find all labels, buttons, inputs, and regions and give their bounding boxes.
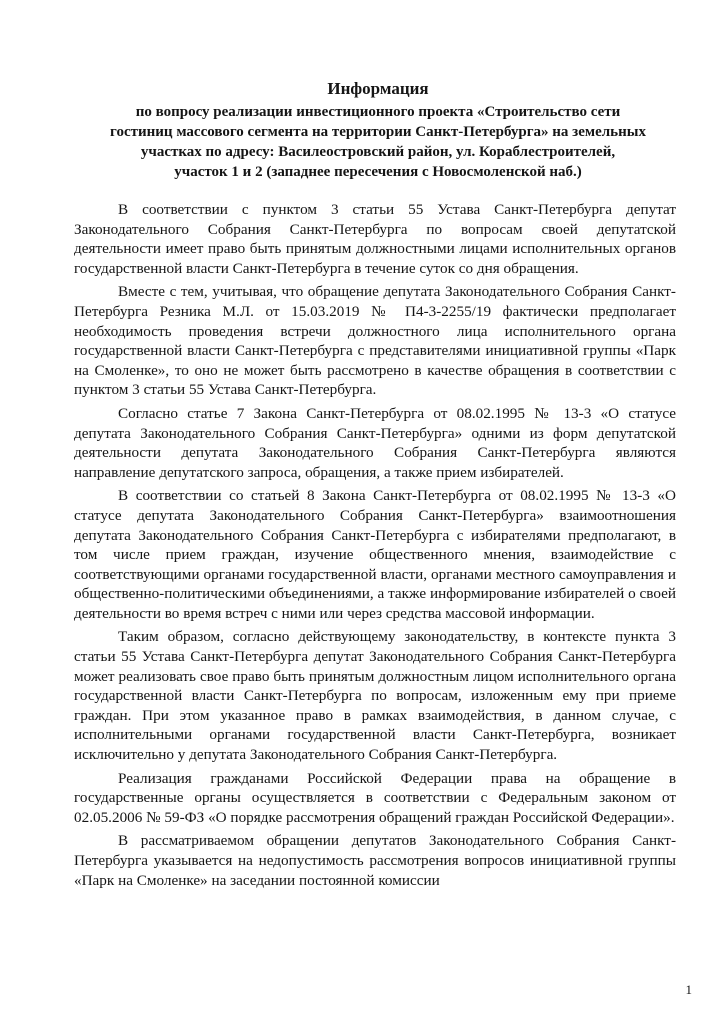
page-number: 1 xyxy=(685,982,692,997)
subtitle-line: участок 1 и 2 (западнее пересечения с Новосмоленской наб.) xyxy=(174,164,582,180)
paragraph: Согласно статье 7 Закона Санкт-Петербурга от 08.02.1995 № 13-3 «О статусе депутата Законодательного Собрания Санкт-Петербурга» одними из форм депутатской деятельности депутата Законодательного Собрания Санкт-Петербурга являются направление депутатского запроса, обращения, а также прием избирателей. xyxy=(74,404,676,481)
document-body xyxy=(74,200,676,890)
paragraph: В рассматриваемом обращении депутатов Законодательного Собрания Санкт-Петербурга указывается на недопустимость рассмотрения вопросов инициативной группы «Парк на Смоленке» на заседании постоянной комиссии xyxy=(74,832,676,889)
subtitle-line: гостиниц массового сегмента на территории Санкт-Петербурга» на земельных xyxy=(110,124,646,140)
subtitle-line: по вопросу реализации инвестиционного проекта «Строительство сети xyxy=(135,104,621,120)
subtitle-line: участках по адресу: Василеостровский район, ул. Кораблестроителей, xyxy=(140,144,616,160)
document-heading xyxy=(80,78,676,182)
paragraph: Вместе с тем, учитывая, что обращение депутата Законодательного Собрания Санкт-Петербурга Резника М.Л. от 15.03.2019 № П4-3-2255/19 фактически предполагает необходимость проведения встречи должностного лица исполнительного органа государственной власти Санкт-Петербурга с представителями инициативной группы «Парк на Смоленке», то оно не может быть рассмотрено в качестве обращения в соответствии с пунктом 3 статьи 55 Устава Санкт-Петербурга. xyxy=(74,283,676,399)
paragraph: В соответствии со статьей 8 Закона Санкт-Петербурга от 08.02.1995 № 13-3 «О статусе депутата Законодательного Собрания Санкт-Петербурга» взаимоотношения депутата Законодательного Собрания Санкт-Петербурга с избирателями предполагают, в том числе прием граждан, изучение общественного мнения, взаимодействие с соответствующими органами государственной власти, органами местного самоуправления и общественно-политическими объединениями, а также информирование избирателей о своей деятельности во время встреч с ними или через средства массовой информации. xyxy=(74,487,676,622)
paragraph: Таким образом, согласно действующему законодательству, в контексте пункта 3 статьи 55 Устава Санкт-Петербурга депутат Законодательного Собрания Санкт-Петербурга может реализовать свое право быть принятым должностным лицом исполнительного органа государственной власти Санкт-Петербурга по вопросам, изложенным ему при приеме граждан. При этом указанное право в рамках взаимодействия, в данном случае, с исполнительными органами государственной власти Санкт-Петербурга, возникает исключительно у депутата Законодательного Собрания Санкт-Петербурга. xyxy=(74,628,676,764)
paragraph: В соответствии с пунктом 3 статьи 55 Устава Санкт-Петербурга депутат Законодательного Собрания Санкт-Петербурга по вопросам своей депутатской деятельности имеет право быть принятым должностными лицами исполнительных органов государственной власти Санкт-Петербурга в течение суток со дня обращения. xyxy=(74,201,676,277)
document-title: Информация xyxy=(327,79,429,98)
paragraph: Реализация гражданами Российской Федерации права на обращение в государственные органы осуществляется в соответствии с Федеральным законом от 02.05.2006 № 59-ФЗ «О порядке рассмотрения обращений граждан Российской Федерации». xyxy=(74,769,676,826)
